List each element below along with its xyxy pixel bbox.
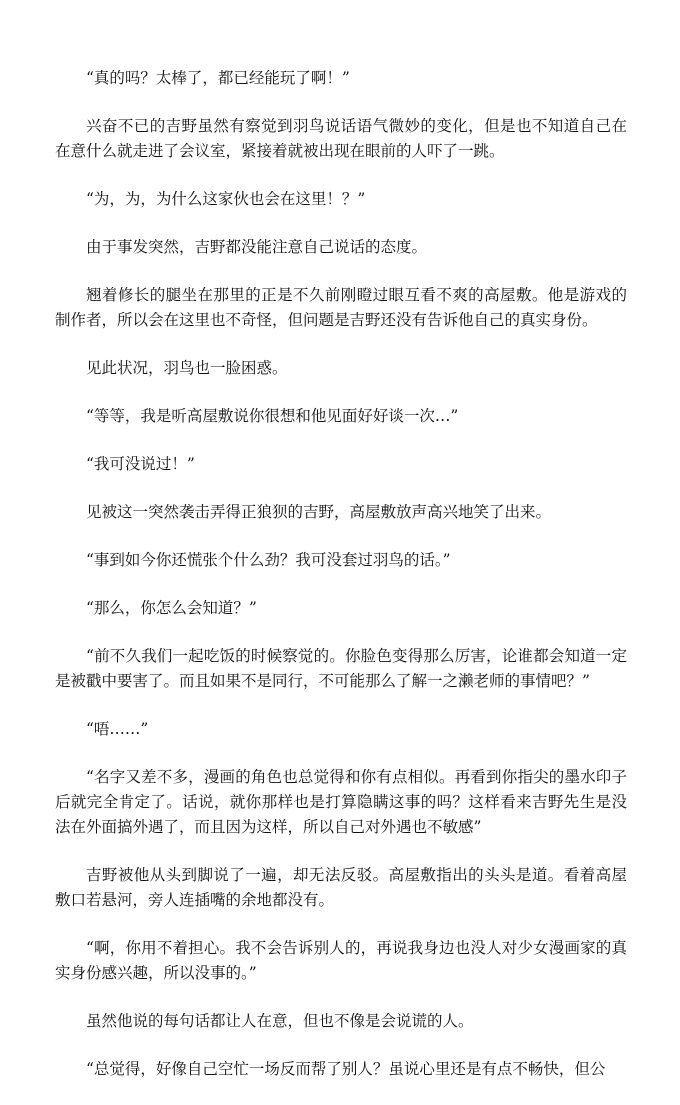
paragraph: 见此状况，羽鸟也一脸困惑。 (86, 359, 288, 377)
paragraph: “前不久我们一起吃饭的时候察觉的。你脸色变得那么厉害，论谁都会知道一定是被戳中要害了。而且如果不是同行，不可能那么了解一之濑老师的事情吧？” (55, 647, 627, 690)
paragraph: “那么，你怎么会知道？” (86, 599, 257, 617)
paragraph: 见被这一突然袭击弄得正狼狈的吉野，高屋敷放声高兴地笑了出来。 (86, 503, 552, 521)
paragraph: 翘着修长的腿坐在那里的正是不久前刚瞪过眼互看不爽的高屋敷。他是游戏的制作者，所以会在这里也不奇怪，但问题是吉野还没有告诉他自己的真实身份。 (55, 286, 627, 329)
paragraph: “唔……” (86, 720, 149, 738)
paragraph: “总觉得，好像自己空忙一场反而帮了别人？虽说心里还是有点不畅快，但公 (86, 1060, 606, 1078)
paragraph: “我可没说过！” (86, 455, 195, 473)
paragraph: 吉野被他从头到脚说了一遍，却无法反驳。高屋敷指出的头头是道。看着高屋敷口若悬河，旁人连插嘴的余地都没有。 (55, 866, 627, 909)
paragraph: “事到如今你还慌张个什么劲？我可没套过羽鸟的话。” (86, 551, 451, 569)
paragraph: “啊，你用不着担心。我不会告诉别人的，再说我身边也没人对少女漫画家的真实身份感兴趣，所以没事的。” (55, 939, 627, 982)
paragraph: 兴奋不已的吉野虽然有察觉到羽鸟说话语气微妙的变化，但是也不知道自己在在意什么就走进了会议室，紧接着就被出现在眼前的人吓了一跳。 (55, 117, 627, 160)
paragraph: “名字又差不多，漫画的角色也总觉得和你有点相似。再看到你指尖的墨水印子后就完全肯定了。话说，就你那样也是打算隐瞒这事的吗？这样看来吉野先生是没法在外面搞外遇了，而且因为这样，所以自己对外遇也不敏感” (55, 768, 627, 836)
paragraph: “等等，我是听高屋敷说你很想和他见面好好谈一次…” (86, 407, 459, 425)
paragraph: “真的吗？太棒了，都已经能玩了啊！” (86, 69, 350, 87)
paragraph: 虽然他说的每句话都让人在意，但也不像是会说谎的人。 (86, 1012, 474, 1030)
body-text (55, 66, 627, 1105)
paragraph: 由于事发突然，吉野都没能注意自己说话的态度。 (86, 238, 428, 256)
paragraph: “为，为，为什么这家伙也会在这里！？” (86, 190, 366, 208)
